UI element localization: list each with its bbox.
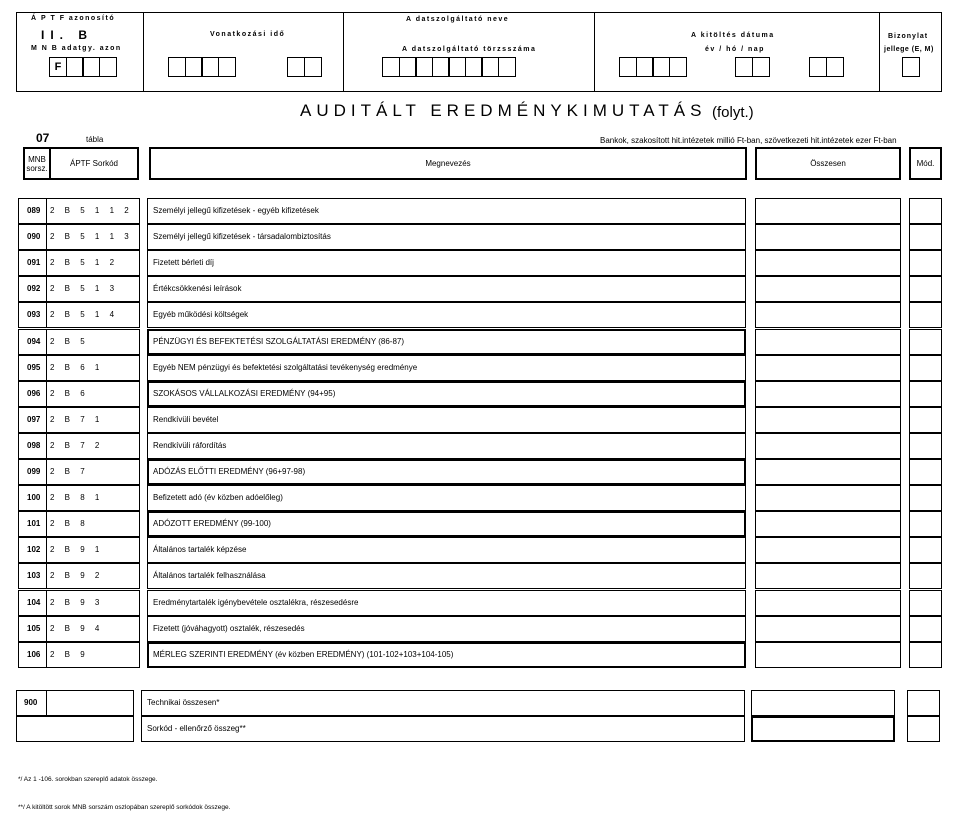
row-mnb-number: 105 (27, 624, 41, 633)
mnb-cell-2[interactable] (66, 57, 84, 77)
row-aptf-code: 2 B 5 1 2 (50, 258, 119, 267)
provider-name-label: A datszolgáltató neve (406, 16, 510, 23)
table-row (0, 250, 958, 276)
row-mnb-number: 102 (27, 545, 41, 554)
row-mnb-number: 093 (27, 310, 41, 319)
provider-code-label: A datszolgáltató törzsszáma (402, 46, 537, 53)
row-divider (46, 511, 47, 537)
table-word: tábla (86, 135, 104, 144)
row-divider (46, 407, 47, 433)
mnb-cell-4[interactable] (99, 57, 117, 77)
aptf-label: Á P T F azonosító (31, 15, 116, 22)
row-divider (46, 276, 47, 302)
date-sub-label: év / hó / nap (705, 46, 765, 53)
period-year-cell[interactable] (201, 57, 219, 77)
row-total-input[interactable] (755, 642, 901, 668)
table-row (0, 329, 958, 355)
provider-code-cell[interactable] (382, 57, 400, 77)
row-mod-input[interactable] (909, 511, 942, 537)
row-name-label: Rendkívüli ráfordítás (153, 441, 227, 450)
footnote-2: **/ A kitöltött sorok MNB sorszám oszlopában szereplő sorkódok összege. (18, 804, 231, 811)
header-doctype-box (879, 12, 942, 92)
row-name-label: Fizetett (jóváhagyott) osztalék, részesedés (153, 624, 305, 633)
table-row (0, 642, 958, 668)
row-aptf-code: 2 B 6 (50, 389, 89, 398)
row-name-cell (147, 433, 746, 459)
row-mnb-number: 094 (27, 337, 41, 346)
summary-name-label: Sorkód - ellenőrző összeg** (147, 724, 246, 733)
row-mod-input[interactable] (909, 407, 942, 433)
row-aptf-code: 2 B 9 2 (50, 571, 104, 580)
table-row (0, 224, 958, 250)
row-divider (46, 459, 47, 485)
row-mnb-number: 096 (27, 389, 41, 398)
date-year-cell[interactable] (669, 57, 687, 77)
row-mod-input[interactable] (909, 198, 942, 224)
date-label: A kitöltés dátuma (691, 32, 775, 39)
row-aptf-code: 2 B 8 1 (50, 493, 104, 502)
col-header-mod: Mód. (909, 147, 942, 180)
row-divider (46, 355, 47, 381)
row-total-input[interactable] (755, 616, 901, 642)
row-total-input[interactable] (755, 407, 901, 433)
row-total-input[interactable] (755, 302, 901, 328)
period-year-cell[interactable] (168, 57, 186, 77)
period-month-cell[interactable] (304, 57, 322, 77)
row-mod-input[interactable] (909, 355, 942, 381)
date-year-cell[interactable] (636, 57, 654, 77)
row-total-input[interactable] (755, 198, 901, 224)
row-total-input[interactable] (755, 590, 901, 616)
aptf-value: II. B (41, 28, 94, 42)
summary-name-label: Technikai összesen* (147, 698, 220, 707)
row-total-input[interactable] (755, 355, 901, 381)
period-month-cell[interactable] (287, 57, 305, 77)
table-row (0, 563, 958, 589)
row-total-input[interactable] (755, 537, 901, 563)
row-name-label: Rendkívüli bevétel (153, 415, 219, 424)
date-day-cell[interactable] (809, 57, 827, 77)
row-name-label: Egyéb működési költségek (153, 310, 249, 319)
row-name-label: MÉRLEG SZERINTI EREDMÉNY (év közben EREDMÉNY) (101-102+103+104-105) (153, 650, 454, 659)
table-row (0, 355, 958, 381)
row-mnb-number: 104 (27, 598, 41, 607)
summary-total-input[interactable] (751, 690, 895, 716)
header-period-box (143, 12, 344, 92)
header-aptf-box (16, 12, 144, 92)
table-row (0, 616, 958, 642)
row-mod-input[interactable] (909, 302, 942, 328)
table-row (0, 590, 958, 616)
table-row (0, 433, 958, 459)
row-divider (46, 381, 47, 407)
table-row (0, 511, 958, 537)
summary-number: 900 (24, 698, 38, 707)
row-mnb-number: 106 (27, 650, 41, 659)
summary-name-cell (141, 690, 745, 716)
table-row (0, 407, 958, 433)
date-day-cell[interactable] (826, 57, 844, 77)
row-mnb-number: 098 (27, 441, 41, 450)
provider-code-cell[interactable] (448, 57, 466, 77)
row-name-label: PÉNZÜGYI ÉS BEFEKTETÉSI SZOLGÁLTATÁSI EREDMÉNY (86-87) (153, 337, 405, 346)
row-total-input[interactable] (755, 276, 901, 302)
page-title: AUDITÁLT EREDMÉNYKIMUTATÁS (300, 101, 707, 120)
row-mod-input[interactable] (909, 276, 942, 302)
row-divider (46, 616, 47, 642)
row-total-input[interactable] (755, 511, 901, 537)
summary-total-input[interactable] (751, 716, 895, 742)
row-mod-input[interactable] (909, 537, 942, 563)
table-row (0, 276, 958, 302)
unit-note: Bankok, szakosított hit.intézetek millió Ft-ban, szövetkezeti hit.intézetek ezer Ft-ban (600, 136, 897, 145)
row-mod-input[interactable] (909, 485, 942, 511)
row-mnb-number: 091 (27, 258, 41, 267)
date-year-cell[interactable] (652, 57, 670, 77)
table-row (0, 198, 958, 224)
row-aptf-code: 2 B 9 3 (50, 598, 104, 607)
row-mod-input[interactable] (909, 381, 942, 407)
row-name-label: Személyi jellegű kifizetések - egyéb kifizetések (153, 206, 319, 215)
col-header-name: Megnevezés (149, 147, 747, 180)
row-mod-input[interactable] (909, 224, 942, 250)
summary-row (0, 716, 958, 742)
row-mod-input[interactable] (909, 250, 942, 276)
row-name-label: ADÓZOTT EREDMÉNY (99-100) (153, 519, 271, 528)
provider-code-cell[interactable] (432, 57, 450, 77)
table-row (0, 302, 958, 328)
row-mnb-number: 101 (27, 519, 41, 528)
summary-left-cell (16, 716, 134, 742)
row-divider (46, 198, 47, 224)
row-divider (46, 329, 47, 355)
col-header-aptf: ÁPTF Sorkód (49, 147, 139, 180)
row-mnb-number: 092 (27, 284, 41, 293)
row-divider (46, 224, 47, 250)
row-aptf-code: 2 B 7 2 (50, 441, 104, 450)
provider-code-cell[interactable] (498, 57, 516, 77)
col-header-mnb: MNB sorsz. (23, 147, 51, 180)
row-mnb-number: 095 (27, 363, 41, 372)
row-total-input[interactable] (755, 459, 901, 485)
row-divider (46, 590, 47, 616)
table-row (0, 537, 958, 563)
row-aptf-code: 2 B 6 1 (50, 363, 104, 372)
row-name-label: SZOKÁSOS VÁLLALKOZÁSI EREDMÉNY (94+95) (153, 389, 336, 398)
period-year-cell[interactable] (185, 57, 203, 77)
row-divider (46, 433, 47, 459)
row-mnb-number: 090 (27, 232, 41, 241)
row-total-input[interactable] (755, 250, 901, 276)
summary-mod-input[interactable] (907, 716, 940, 742)
row-mod-input[interactable] (909, 590, 942, 616)
mnb-cell-1[interactable]: F (49, 57, 67, 77)
footnote-1: */ Az 1 -106. sorokban szereplő adatok összege. (18, 776, 158, 783)
row-name-label: Fizetett bérleti díj (153, 258, 214, 267)
header-date-box (594, 12, 880, 92)
row-name-label: Általános tartalék képzése (153, 545, 247, 554)
row-divider (46, 563, 47, 589)
row-total-input[interactable] (755, 433, 901, 459)
header-provider-box (343, 12, 595, 92)
row-name-label: Általános tartalék felhasználása (153, 571, 266, 580)
row-aptf-code: 2 B 9 4 (50, 624, 104, 633)
row-aptf-code: 2 B 8 (50, 519, 89, 528)
table-number: 07 (36, 131, 50, 145)
doc-type-sub-label: jellege (E, M) (884, 46, 934, 53)
row-aptf-code: 2 B 5 1 4 (50, 310, 119, 319)
row-divider (46, 537, 47, 563)
row-mod-input[interactable] (909, 329, 942, 355)
row-name-label: Értékcsökkenési leírások (153, 284, 242, 293)
summary-mod-input[interactable] (907, 690, 940, 716)
provider-code-cell[interactable] (465, 57, 483, 77)
row-mod-input[interactable] (909, 642, 942, 668)
row-divider (46, 690, 47, 716)
row-total-input[interactable] (755, 224, 901, 250)
row-name-label: Személyi jellegű kifizetések - társadalombiztosítás (153, 232, 331, 241)
doc-type-cell[interactable] (902, 57, 920, 77)
row-aptf-code: 2 B 9 (50, 650, 89, 659)
summary-row (0, 690, 958, 716)
row-mnb-number: 097 (27, 415, 41, 424)
row-aptf-code: 2 B 5 1 1 3 (50, 232, 133, 241)
date-month-cell[interactable] (735, 57, 753, 77)
row-total-input[interactable] (755, 329, 901, 355)
date-year-cell[interactable] (619, 57, 637, 77)
row-mnb-number: 103 (27, 571, 41, 580)
row-mnb-number: 100 (27, 493, 41, 502)
row-name-label: Befizetett adó (év közben adóelőleg) (153, 493, 283, 502)
row-mnb-number: 089 (27, 206, 41, 215)
row-name-label: Egyéb NEM pénzügyi és befektetési szolgáltatási tevékenység eredménye (153, 363, 418, 372)
row-aptf-code: 2 B 9 1 (50, 545, 104, 554)
title-suffix: (folyt.) (712, 104, 754, 121)
row-divider (46, 250, 47, 276)
provider-code-cell[interactable] (399, 57, 417, 77)
provider-code-cell[interactable] (481, 57, 499, 77)
row-total-input[interactable] (755, 563, 901, 589)
row-divider (46, 485, 47, 511)
row-name-label: ADÓZÁS ELŐTTI EREDMÉNY (96+97-98) (153, 467, 306, 476)
row-mod-input[interactable] (909, 563, 942, 589)
row-aptf-code: 2 B 5 (50, 337, 89, 346)
date-month-cell[interactable] (752, 57, 770, 77)
row-aptf-code: 2 B 7 (50, 467, 89, 476)
mnb-cell-3[interactable] (82, 57, 100, 77)
row-mod-input[interactable] (909, 433, 942, 459)
row-name-cell (147, 250, 746, 276)
row-divider (46, 302, 47, 328)
row-total-input[interactable] (755, 485, 901, 511)
row-aptf-code: 2 B 5 1 1 2 (50, 206, 133, 215)
row-total-input[interactable] (755, 381, 901, 407)
period-year-cell[interactable] (218, 57, 236, 77)
row-name-label: Eredménytartalék igénybevétele osztalékra, részesedésre (153, 598, 359, 607)
row-name-cell (147, 407, 746, 433)
table-row (0, 459, 958, 485)
table-row (0, 381, 958, 407)
table-row (0, 485, 958, 511)
row-mod-input[interactable] (909, 616, 942, 642)
col-header-total: Összesen (755, 147, 901, 180)
row-mnb-number: 099 (27, 467, 41, 476)
row-mod-input[interactable] (909, 459, 942, 485)
row-aptf-code: 2 B 5 1 3 (50, 284, 119, 293)
mnb-label: M N B adatgy. azon (31, 45, 122, 52)
row-aptf-code: 2 B 7 1 (50, 415, 104, 424)
provider-code-cell[interactable] (415, 57, 433, 77)
doc-type-label: Bizonylat (888, 33, 929, 40)
period-label: Vonatkozási idő (210, 31, 286, 38)
row-divider (46, 642, 47, 668)
